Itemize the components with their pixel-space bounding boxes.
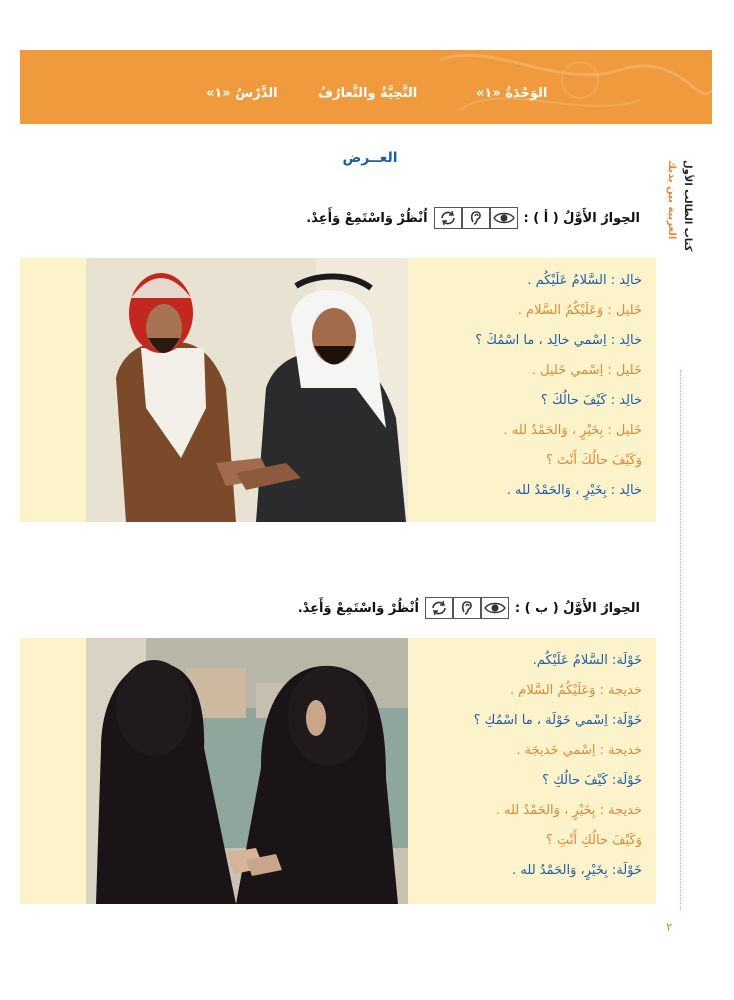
dialog-line: خَوْلَة: اِسْمي خَوْلَة ، ما اسْمُكِ ؟ [473, 713, 642, 728]
dialog-a-photo [86, 258, 408, 522]
ear-icon [462, 207, 490, 229]
topic-title: التَّحِيَّةُ والتَّعارُفُ [318, 86, 418, 101]
book-title-side [664, 160, 708, 390]
dialog-line: خالِد : كَيْفَ حالُكَ ؟ [540, 393, 642, 408]
page-number: ٢ [666, 920, 673, 934]
dialog-a-instruction: اُنْظُرْ وَاسْتَمِعْ وَأَعِدْ. [306, 210, 428, 226]
dialog-line: خَوْلَة: السَّلامُ عَلَيْكُم. [532, 653, 642, 668]
dialog-a-title: الحِوارُ الأَوَّلُ ( أ ) : [523, 210, 640, 226]
dialog-b-heading [260, 596, 640, 620]
dialog-line: خالِد : اِسْمي خالِد ، ما اسْمُكَ ؟ [475, 333, 642, 348]
dialog-line: خَليل : اِسْمي خَليل . [531, 363, 642, 378]
book-title: العربية بين يديك [666, 160, 677, 240]
book-part: كتاب الطالب الأول [682, 160, 693, 252]
dialog-line: خالِد : بِخَيْرٍ ، وَالحَمْدُ لله . [506, 483, 642, 498]
dialog-line: وَكَيْفَ حالُكِ أَنْتِ ؟ [545, 833, 642, 848]
dialog-line: وَكَيْفَ حالُكَ أَنْتَ ؟ [545, 453, 642, 468]
ear-icon [453, 597, 481, 619]
repeat-icon [425, 597, 453, 619]
dialog-line: خديجة : وَعَلَيْكُمُ السَّلام . [510, 683, 642, 698]
unit-title: الوَحْدَةُ «١» [476, 86, 548, 101]
repeat-icon [434, 207, 462, 229]
dialog-line: خَوْلَة: بِخَيْرٍ، وَالحَمْدُ لله . [512, 863, 642, 878]
dialog-b-lines [418, 646, 642, 886]
dialog-b-instruction: اُنْظُرْ وَاسْتَمِعْ وَأَعِدْ. [297, 600, 419, 616]
dialog-b-icons [425, 597, 509, 619]
dialog-line: خَليل : وَعَلَيْكُمُ السَّلام . [517, 303, 642, 318]
dialog-line: خالِد : السَّلامُ عَلَيْكُم . [527, 273, 642, 288]
section-title: العــرض [342, 150, 398, 166]
lesson-title: الدَّرْسُ «١» [206, 86, 278, 101]
dialog-line: خَليل : بِخَيْرٍ ، وَالحَمْدُ لله . [503, 423, 642, 438]
dialog-a-lines [418, 266, 642, 506]
dialog-a-heading [260, 206, 640, 230]
dialog-b-title: الحِوارُ الأَوَّلُ ( ب ) : [514, 600, 640, 616]
dialog-line: خديجة : اِسْمي خَديجَة . [516, 743, 642, 758]
eye-icon [490, 207, 518, 229]
eye-icon [481, 597, 509, 619]
dialog-line: خديجة : بِخَيْرٍ ، وَالحَمْدُ لله . [495, 803, 642, 818]
dialog-b-photo [86, 638, 408, 904]
side-dotted-rule [680, 370, 681, 910]
dialog-line: خَوْلَة: كَيْفَ حالُكِ ؟ [542, 773, 642, 788]
dialog-a-icons [434, 207, 518, 229]
lesson-header [20, 50, 712, 124]
